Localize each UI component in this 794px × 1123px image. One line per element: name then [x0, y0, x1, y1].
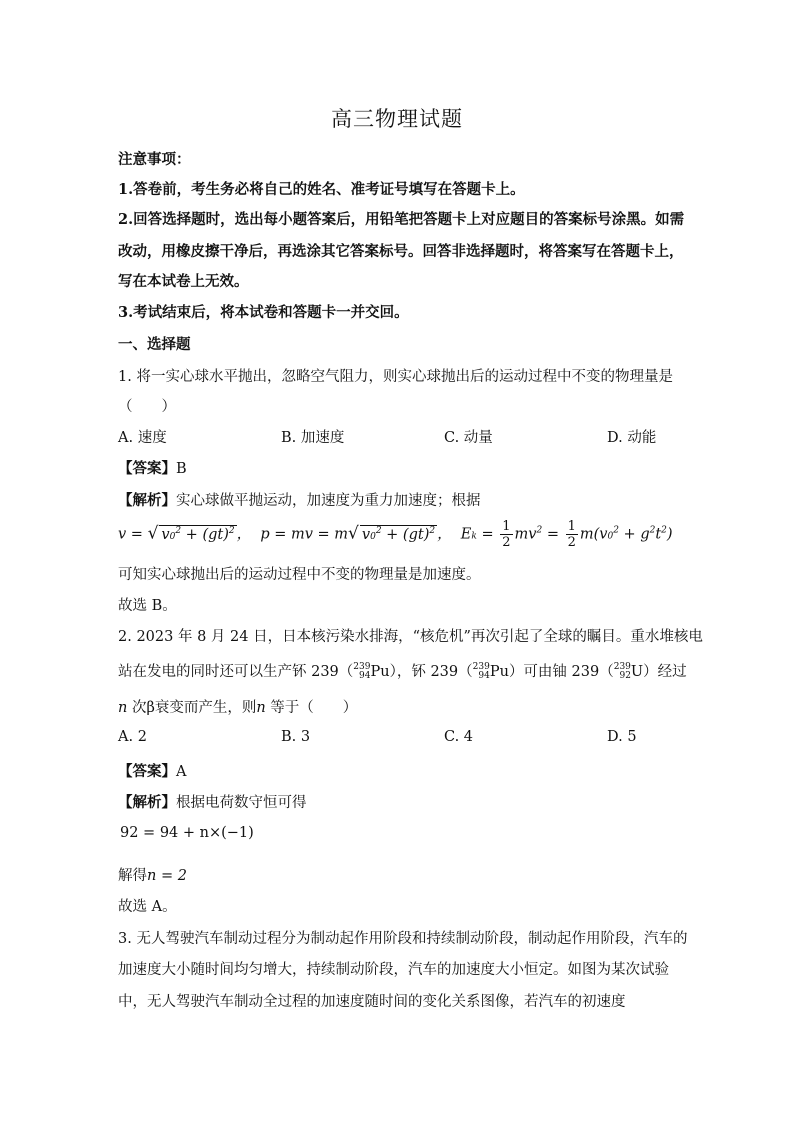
- q1-analysis-tag: 【解析】: [118, 492, 176, 509]
- q1-stem-line-1: 1. 将一实心球水平抛出，忽略空气阻力，则实心球抛出后的运动过程中不变的物理量是: [118, 369, 673, 385]
- notice-heading: 注意事项：: [118, 151, 191, 168]
- q2-stem-part-c: ）可由铀 239（: [508, 664, 614, 680]
- q2-equation: 92 = 94 + n×(−1): [120, 825, 254, 841]
- u239-nuclide: 239 92U: [613, 662, 644, 681]
- q1-option-d: D. 动能: [607, 430, 657, 446]
- q1-formula: v = √ $v0^2 + (gt)^2$ ， p = mv = m√ $v0^2 + (gt)^2$ ， Ek = $\frac{1}{2}$ $mv^2$ = $\frac{1}{2}$ $m(v0^2 + g^2t^2)$: [118, 519, 673, 550]
- notice-item-2-line-1: 2.回答选择题时，选出每小题答案后，用铅笔把答题卡上对应题目的答案标号涂黑。如需: [118, 211, 685, 228]
- notice-item-1: 1.答卷前，考生务必将自己的姓名、准考证号填写在答题卡上。: [118, 181, 525, 198]
- q2-stem-part-a: 站在发电的同时还可以生产钚 239（: [118, 664, 354, 680]
- pu239-nuclide: 239 94Pu: [353, 662, 390, 681]
- notice-item-2-line-2: 改动，用橡皮擦干净后，再选涂其它答案标号。回答非选择题时，将答案写在答题卡上，: [118, 243, 684, 260]
- q2-solve-text: 解得: [118, 868, 147, 884]
- q2-stem-line-3-end: 等于（ ）: [270, 700, 358, 716]
- q3-line-1: 3. 无人驾驶汽车制动过程分为制动起作用阶段和持续制动阶段，制动起作用阶段，汽车的: [118, 931, 688, 947]
- q2-option-a: A. 2: [118, 729, 147, 745]
- q2-final: 故选 A。: [118, 899, 177, 915]
- q1-option-a: A. 速度: [118, 430, 167, 446]
- q2-option-b: B. 3: [281, 729, 311, 745]
- q2-answer-value: A: [176, 764, 187, 780]
- q2-option-d: D. 5: [607, 729, 637, 745]
- notice-item-2-line-3: 写在本试卷上无效。: [118, 273, 249, 290]
- q1-stem-line-2: （ ）: [118, 399, 176, 415]
- q2-answer-tag: 【答案】: [118, 763, 176, 780]
- section-heading: 一、选择题: [118, 336, 191, 353]
- q1-answer-tag: 【答案】: [118, 460, 176, 477]
- q2-answer: [118, 760, 678, 781]
- q2-stem-part-b: ），钚 239（: [389, 664, 473, 680]
- q1-answer-value: B: [176, 461, 187, 477]
- q1-option-c: C. 动量: [444, 430, 493, 446]
- q2-stem-part-d: ）经过: [643, 664, 687, 680]
- q2-solve: [118, 864, 678, 885]
- q2-stem-line-3-text: 次β衰变而产生，则: [131, 700, 257, 716]
- q1-option-b: B. 加速度: [281, 430, 345, 446]
- q1-answer: [118, 457, 678, 478]
- q2-analysis-tag: 【解析】: [118, 794, 176, 811]
- q2-stem-line-1: 2. 2023 年 8 月 24 日，日本核污染水排海，“核危机”再次引起了全球的瞩目。重水堆核电: [118, 629, 703, 645]
- notice-item-3: 3.考试结束后，将本试卷和答题卡一并交回。: [118, 304, 409, 321]
- pu239-nuclide-2: 239 94Pu: [472, 662, 509, 681]
- q3-line-2: 加速度大小随时间均匀增大，持续制动阶段，汽车的加速度大小恒定。如图为某次试验: [118, 962, 669, 978]
- q2-solve-eq: n = 2: [147, 868, 187, 884]
- q2-analysis-text: 根据电荷数守恒可得: [176, 795, 307, 811]
- q2-stem-line-2: [118, 660, 687, 681]
- q1-analysis-text: 实心球做平抛运动，加速度为重力加速度；根据: [176, 493, 481, 509]
- q3-line-3: 中，无人驾驶汽车制动全过程的加速度随时间的变化关系图像，若汽车的初速度: [118, 994, 626, 1010]
- q2-analysis: [118, 791, 678, 812]
- q1-conclusion: 可知实心球抛出后的运动过程中不变的物理量是加速度。: [118, 567, 481, 583]
- q2-stem-line-3: n 次β衰变而产生，则n 等于（ ）: [118, 700, 358, 716]
- q1-analysis: [118, 489, 678, 510]
- page-title: 高三物理试题: [331, 107, 463, 131]
- q1-final: 故选 B。: [118, 598, 177, 614]
- q2-option-c: C. 4: [444, 729, 474, 745]
